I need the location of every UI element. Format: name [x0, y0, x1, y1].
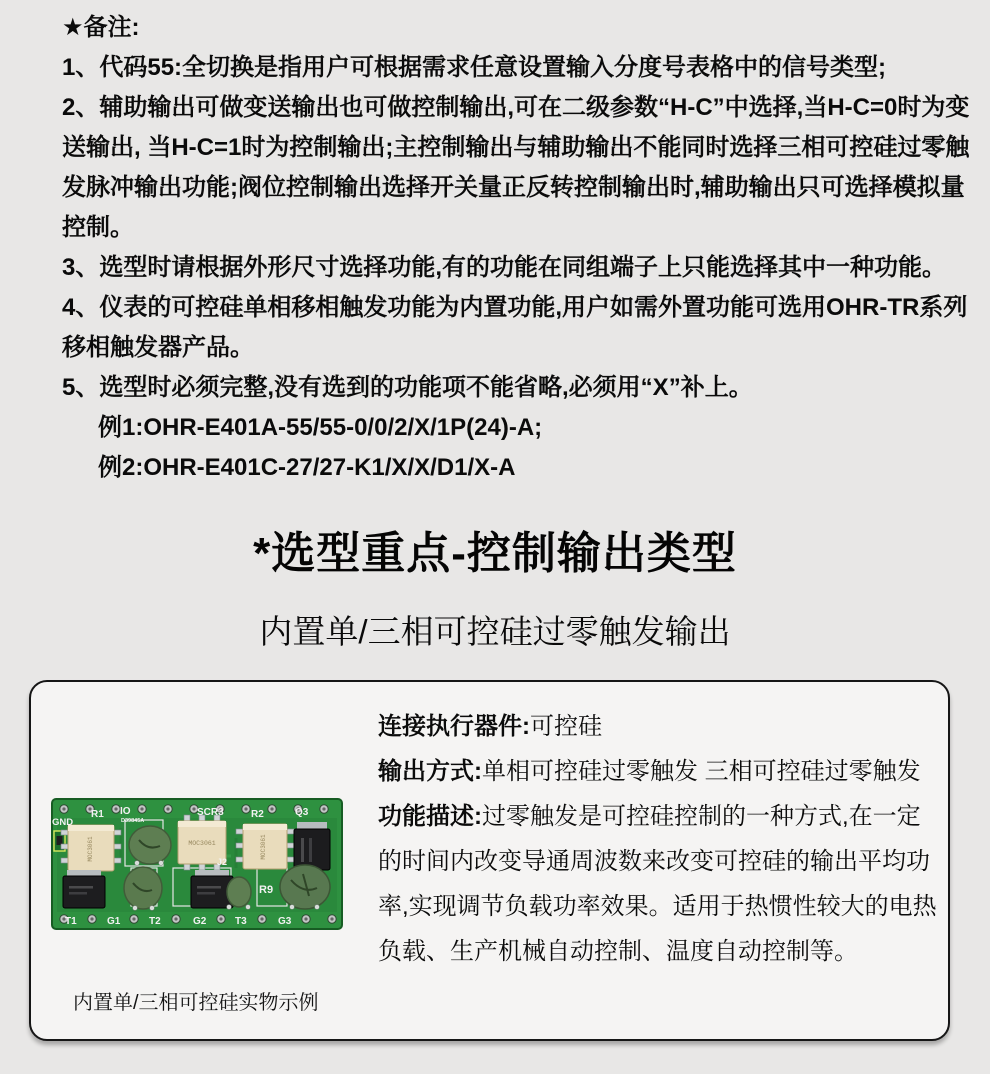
note-item-2: 2、辅助输出可做变送输出也可做控制输出,可在二级参数“H-C”中选择,当H-C=0时为变送输出, 当H-C=1时为控制输出;主控制输出与辅助输出不能同时选择三相可控硅过零触发脉冲输出功能;阀位控制输出选择开关量正反转控制输出时,辅助输出只可选择模拟量控制。 [62, 94, 970, 241]
note-item-4: 4、仪表的可控硅单相移相触发功能为内置功能,用户如需外置功能可选用OHR-TR系列移相触发器产品。 [62, 294, 968, 361]
spec-label: 输出方式: [378, 758, 482, 785]
section-title: *选型重点-控制输出类型 [253, 529, 737, 578]
spec-label: 功能描述: [378, 803, 482, 830]
pcb-label-r9: R9 [259, 884, 274, 896]
pcb-label-g3: G3 [278, 916, 292, 927]
pcb-label-g1: G1 [107, 916, 121, 927]
spec-value: 可控硅 [530, 713, 602, 740]
spec-label: 连接执行器件: [378, 713, 530, 740]
chip-marking: MOC3061 [87, 836, 94, 862]
spec-list [378, 704, 940, 974]
section-subtitle: 内置单/三相可控硅过零触发输出 [259, 613, 731, 650]
pcb-label-t1: T1 [65, 916, 77, 927]
spec-row-actuator [378, 704, 940, 749]
example-2: 例2:OHR-E401C-27/27-K1/X/X/D1/X-A [98, 454, 516, 481]
pcb-label-q3: Q3 [295, 807, 309, 818]
pcb-part-number: D39845A [121, 818, 145, 824]
pcb-label-j2: J2 [217, 857, 228, 867]
spec-row-output-mode [378, 749, 940, 794]
pcb-caption: 内置单/三相可控硅实物示例 [73, 992, 319, 1014]
note-item-3: 3、选型时请根据外形尺寸选择功能,有的功能在同组端子上只能选择其中一种功能。 [62, 254, 947, 281]
note-item-5: 5、选型时必须完整,没有选到的功能项不能省略,必须用“X”补上。 [62, 374, 753, 401]
spec-value: 单相可控硅过零触发 三相可控硅过零触发 [482, 758, 921, 785]
chip-marking: MOC3061 [260, 834, 267, 860]
spec-value: 过零触发是可控硅控制的一种方式,在一定的时间内改变导通周波数来改变可控硅的输出平均功率,实现调节负载功率效果。适用于热惯性较大的电热负载、生产机械自动控制、温度自动控制等。 [378, 803, 937, 965]
pcb-label-gnd: GND [52, 817, 74, 828]
triac-package-right [294, 822, 330, 870]
pcb-label-r2: R2 [251, 809, 264, 820]
triac-package-left [63, 870, 105, 908]
notes-section [0, 0, 990, 488]
pcb-label-t2: T2 [149, 916, 161, 927]
pcb-label-r1: R1 [91, 809, 104, 820]
notes-title: ★备注: [62, 14, 140, 41]
example-1: 例1:OHR-E401A-55/55-0/0/2/X/1P(24)-A; [98, 414, 543, 441]
pcb-label-io: IO [120, 806, 131, 817]
product-card [29, 680, 950, 1041]
chip-marking: MOC3061 [188, 840, 216, 847]
spec-row-description [378, 794, 940, 974]
pcb-label-g2: G2 [193, 916, 207, 927]
note-item-1: 1、代码55:全切换是指用户可根据需求任意设置输入分度号表格中的信号类型; [62, 54, 887, 81]
pcb-photo [51, 798, 343, 930]
pcb-label-t3: T3 [235, 916, 247, 927]
optocoupler-chip-left [61, 825, 121, 871]
pcb-label-scr3: SCR3 [197, 807, 224, 818]
optocoupler-chip-right [236, 824, 294, 869]
